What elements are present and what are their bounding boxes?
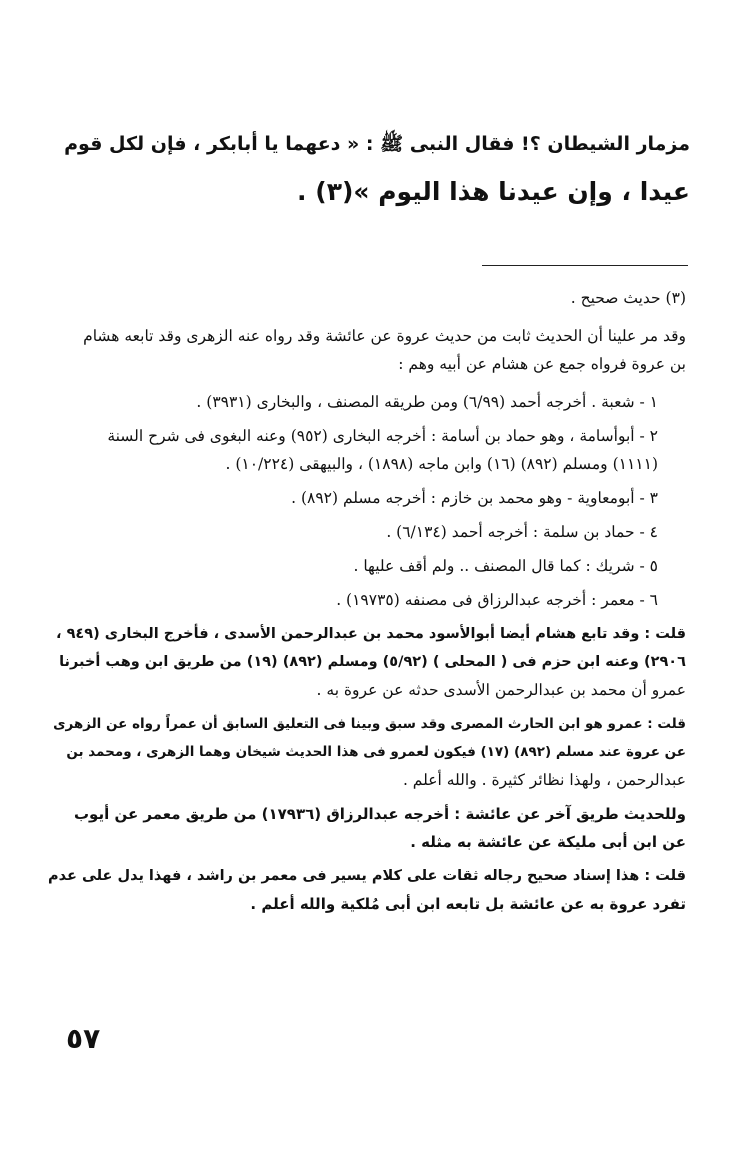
page-number: ٥٧ [66,1022,101,1055]
footnote-list-item [48,388,686,416]
footnote-line: ٤ - حماد بن سلمة : أخرجه أحمد (٦/١٣٤) . [386,523,658,541]
footnote-line: ٢ - أبوأسامة ، وهو حماد بن أسامة : أخرجه البخارى (٩٥٢) وعنه البغوى فى شرح السنة [107,427,658,445]
footnote-line: عمرو أن محمد بن عبدالرحمن الأسدى حدثه عن عروة به . [316,681,686,699]
footnote-line: قلت : وقد تابع هشام أيضا أبوالأسود محمد بن عبدالرحمن الأسدى ، فأخرج البخارى (٩٤٩ ، [56,626,686,642]
footnote-list-item [48,422,686,478]
footnote-note [48,862,686,918]
footnote-note [48,800,686,856]
footnote-heading: (٣) حديث صحيح . [570,289,686,307]
main-text [50,120,690,216]
footnote-line: قلت : هذا إسناد صحيح رجاله ثقات على كلام يسير فى معمر بن راشد ، فهذا يدل على عدم [48,868,686,884]
footnote-line: ٦ - معمر : أخرجه عبدالرزاق فى مصنفه (١٩٧٣٥) . [336,591,658,609]
footnote-list-item [48,518,686,546]
footnote-line: عبدالرحمن ، ولهذا نظائر كثيرة . والله أعلم . [402,771,686,789]
footnote-list-item [48,586,686,614]
footnote-note [48,620,686,704]
footnote-line: ٢٩٠٦) وعنه ابن حزم فى ( المحلى ) (٥/٩٢) ومسلم (٨٩٢) (١٩) من طريق ابن وهب أخبرنا [59,654,686,670]
footnote-line: تفرد عروة به عن عائشة بل تابعه ابن أبى مُلكية والله أعلم . [250,895,686,913]
footnote-line: وللحديث طريق آخر عن عائشة : أخرجه عبدالرزاق (١٧٩٣٦) من طريق معمر عن أيوب [73,805,686,823]
footnote-line: عن ابن أبى مليكة عن عائشة به مثله . [410,833,686,851]
footnote-line: عن عروة عند مسلم (٨٩٢) (١٧) فيكون لعمرو فى هذا الحديث شيخان وهما الزهرى ، ومحمد بن [66,744,686,760]
footnote-note [48,710,686,794]
footnote-list-item [48,552,686,580]
footnote-line: (١١١١) ومسلم (٨٩٢) (١٦) وابن ماجه (١٨٩٨) ، والبيهقى (١٠/٢٢٤) . [225,455,658,473]
footnote-line: وقد مر علينا أن الحديث ثابت من حديث عروة عن عائشة وقد رواه عنه الزهرى وقد تابعه هشام [83,327,686,345]
footnote-line: بن عروة فرواه جمع عن هشام عن أبيه وهم : [398,355,686,373]
footnote-intro [48,322,686,378]
main-text-line: مزمار الشيطان ؟! فقال النبى ﷺ : « دعهما يا أبابكر ، فإن لكل قوم [64,133,690,155]
footnote-list-item [48,484,686,512]
footnotes [48,284,686,918]
main-text-line: عيدا ، وإن عيدنا هذا اليوم »(٣) . [297,177,690,206]
footnote-line: ١ - شعبة . أخرجه أحمد (٦/٩٩) ومن طريقه المصنف ، والبخارى (٣٩٣١) . [196,393,658,411]
footnote-line: ٥ - شريك : كما قال المصنف .. ولم أقف عليها . [353,557,658,575]
footnote-line: قلت : عمرو هو ابن الحارث المصرى وقد سبق وبينا فى التعليق السابق أن عمراً رواه عن الزهرى [53,716,686,732]
footnote-divider [482,265,688,266]
footnote-line: ٣ - أبومعاوية - وهو محمد بن خازم : أخرجه مسلم (٨٩٢) . [291,489,658,507]
